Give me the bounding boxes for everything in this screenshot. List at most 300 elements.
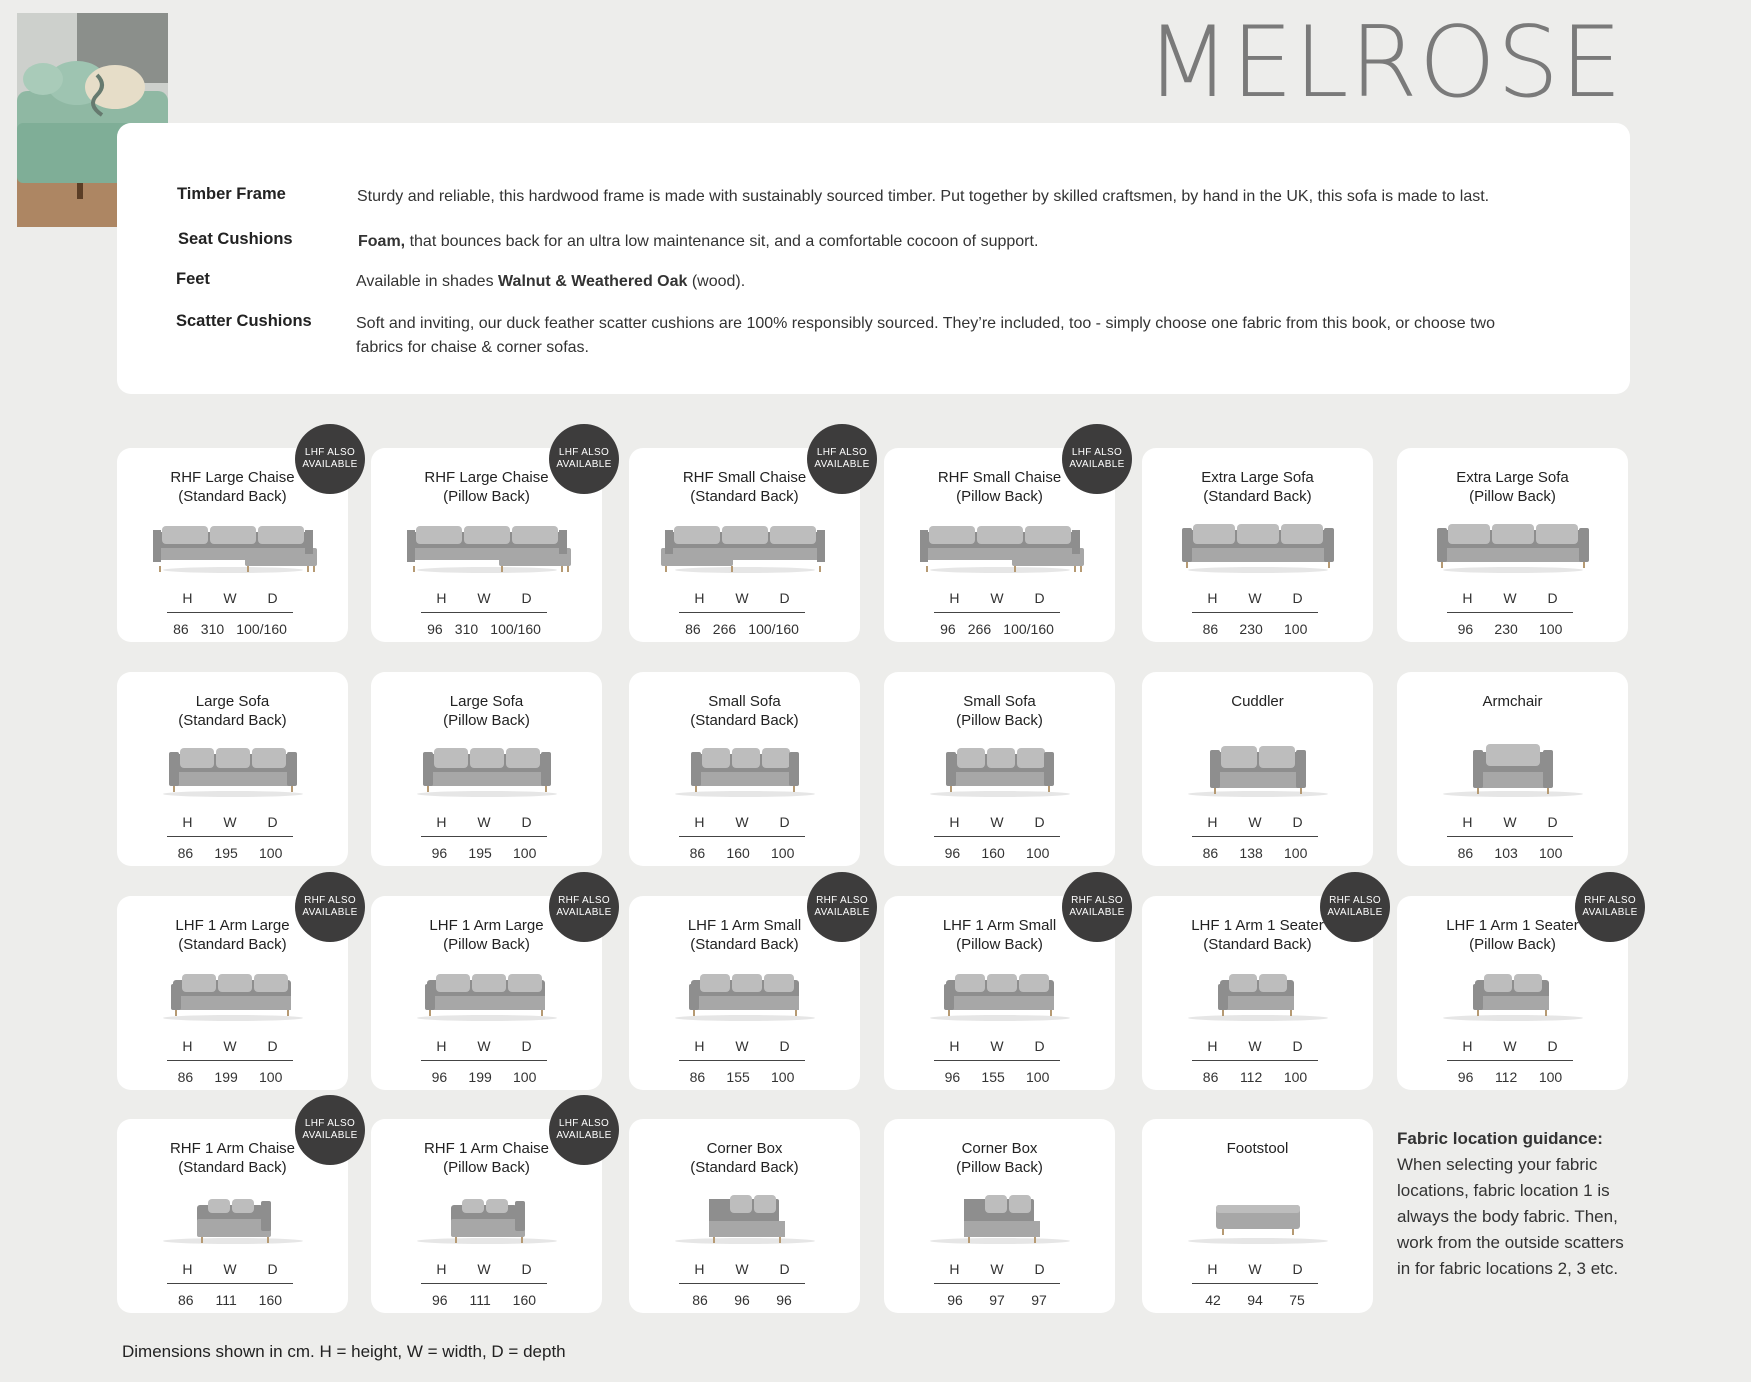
- dimensions-values: [421, 621, 547, 637]
- badge-text: RHF ALSO AVAILABLE: [814, 895, 870, 918]
- divider: [934, 1060, 1060, 1061]
- also-available-badge: [807, 872, 877, 942]
- product-title: Small Sofa (Standard Back): [690, 693, 799, 729]
- sofa-illustration: [1142, 518, 1373, 574]
- dim-header-d: D: [1034, 814, 1045, 830]
- dim-depth: 100: [1284, 621, 1308, 637]
- dim-width: 266: [967, 621, 992, 637]
- dim-depth: 100: [1026, 1069, 1050, 1085]
- dimensions-table: [1192, 814, 1318, 861]
- dim-depth: 100: [513, 1069, 537, 1085]
- product-title: Armchair: [1482, 693, 1543, 710]
- dimensions-header: [421, 1261, 547, 1277]
- dim-header-w: W: [735, 814, 749, 830]
- dim-width: 199: [468, 1069, 492, 1085]
- divider: [421, 836, 547, 837]
- dim-height: 86: [689, 845, 706, 861]
- product-image: [629, 1189, 860, 1245]
- spec-feet: [176, 270, 1536, 294]
- dim-header-w: W: [735, 1261, 749, 1277]
- product-card: [1142, 448, 1373, 642]
- dimensions-values: [421, 1292, 547, 1308]
- dim-width: 266: [712, 621, 737, 637]
- dim-header-w: W: [990, 590, 1004, 606]
- dim-height: 86: [173, 621, 189, 637]
- dimensions-header: [421, 590, 547, 606]
- product-title: RHF 1 Arm Chaise (Standard Back): [169, 1140, 296, 1176]
- dim-height: 86: [177, 1292, 194, 1308]
- also-available-badge: [1575, 872, 1645, 942]
- dimensions-table: [421, 814, 547, 861]
- sofa-illustration: [371, 742, 602, 798]
- dim-height: 86: [1457, 845, 1474, 861]
- dimensions-table: [1447, 590, 1573, 637]
- fabric-guidance: [1397, 1126, 1637, 1282]
- dim-header-d: D: [779, 1261, 790, 1277]
- specifications-panel: [117, 123, 1630, 394]
- dimensions-values: [1447, 1069, 1573, 1085]
- product-image: [884, 1189, 1115, 1245]
- dim-width: 310: [200, 621, 225, 637]
- badge-text: LHF ALSO AVAILABLE: [814, 447, 870, 470]
- dimensions-values: [421, 845, 547, 861]
- dimensions-values: [167, 1069, 293, 1085]
- dimensions-table: [167, 814, 293, 861]
- product-image: [1397, 966, 1628, 1022]
- brand-title: MELROSE: [1145, 6, 1623, 120]
- dim-header-h: H: [949, 814, 960, 830]
- dimensions-values: [421, 1069, 547, 1085]
- sofa-illustration: [629, 966, 860, 1022]
- badge-text: RHF ALSO AVAILABLE: [556, 895, 612, 918]
- dimensions-table: [934, 1261, 1060, 1308]
- dim-header-h: H: [949, 1261, 960, 1277]
- product-card: [629, 672, 860, 866]
- dim-width: 112: [1239, 1069, 1263, 1085]
- dimensions-values: [1192, 845, 1318, 861]
- dimensions-values: [1192, 1069, 1318, 1085]
- divider: [1192, 1060, 1318, 1061]
- dim-header-h: H: [694, 1261, 705, 1277]
- dimensions-values: [167, 1292, 293, 1308]
- divider: [167, 836, 293, 837]
- dim-depth: 96: [776, 1292, 792, 1308]
- product-card: [1142, 895, 1383, 1090]
- dim-depth: 100: [259, 845, 283, 861]
- dim-depth: 100/160: [490, 621, 541, 637]
- sofa-illustration: [884, 1189, 1115, 1245]
- dim-header-d: D: [267, 1261, 278, 1277]
- sofa-illustration: [117, 742, 348, 798]
- product-card: [629, 1119, 860, 1313]
- dimensions-footnote: Dimensions shown in cm. H = height, W = width, D = depth: [122, 1342, 566, 1361]
- spec-text: Soft and inviting, our duck feather scatter cushions are 100% responsibly sourced. They’re included, too - simply choose one fabric from this book, or choose two fabrics for chaise & corner sofas.: [356, 315, 1495, 356]
- dim-header-w: W: [735, 1038, 749, 1054]
- divider: [1192, 1283, 1318, 1284]
- dimensions-header: [679, 590, 805, 606]
- product-card: [884, 672, 1115, 866]
- spec-highlight: Foam,: [358, 233, 406, 250]
- dimensions-values: [934, 1292, 1060, 1308]
- product-card: [117, 1118, 358, 1313]
- sofa-illustration: [1397, 966, 1628, 1022]
- product-title: RHF Small Chaise (Standard Back): [682, 469, 807, 505]
- dimensions-table: [1192, 1038, 1318, 1085]
- dim-header-d: D: [267, 590, 278, 606]
- product-title: RHF 1 Arm Chaise (Pillow Back): [423, 1140, 550, 1176]
- product-card: [371, 672, 602, 866]
- dim-header-h: H: [1207, 1038, 1218, 1054]
- product-image: [371, 742, 602, 798]
- also-available-badge: [549, 872, 619, 942]
- badge-text: LHF ALSO AVAILABLE: [302, 1118, 358, 1141]
- spec-label: Feet: [176, 270, 210, 288]
- dimensions-values: [1192, 1292, 1318, 1308]
- dim-header-w: W: [1248, 590, 1262, 606]
- badge-text: RHF ALSO AVAILABLE: [1582, 895, 1638, 918]
- product-title: RHF Large Chaise (Pillow Back): [424, 469, 549, 505]
- dim-header-d: D: [1547, 1038, 1558, 1054]
- dim-depth: 100/160: [748, 621, 799, 637]
- divider: [421, 612, 547, 613]
- dimensions-header: [421, 1038, 547, 1054]
- dim-depth: 100: [513, 845, 537, 861]
- dim-header-w: W: [990, 814, 1004, 830]
- dimensions-values: [167, 621, 293, 637]
- dim-depth: 100: [771, 1069, 795, 1085]
- dim-header-d: D: [521, 1038, 532, 1054]
- dimensions-values: [167, 845, 293, 861]
- product-card: [1397, 448, 1628, 642]
- product-title: LHF 1 Arm Small (Standard Back): [687, 917, 802, 953]
- dim-height: 96: [944, 1069, 961, 1085]
- dim-width: 94: [1247, 1292, 1263, 1308]
- dim-header-h: H: [436, 814, 447, 830]
- dim-height: 86: [1202, 621, 1219, 637]
- dim-width: 160: [981, 845, 1005, 861]
- also-available-badge: [807, 424, 877, 494]
- also-available-badge: [295, 872, 365, 942]
- spec-lead: Available in shades: [356, 273, 499, 290]
- dimensions-header: [1192, 1038, 1318, 1054]
- divider: [1447, 1060, 1573, 1061]
- dim-header-h: H: [182, 814, 193, 830]
- dim-header-w: W: [990, 1038, 1004, 1054]
- dimensions-table: [421, 1038, 547, 1085]
- dimensions-header: [679, 814, 805, 830]
- dimensions-table: [679, 1261, 805, 1308]
- dim-header-h: H: [694, 1038, 705, 1054]
- dim-depth: 75: [1289, 1292, 1305, 1308]
- dim-header-w: W: [477, 814, 491, 830]
- spec-seat-cushions: [178, 230, 1538, 254]
- product-card: [371, 447, 612, 642]
- dim-header-d: D: [521, 814, 532, 830]
- dimensions-header: [679, 1038, 805, 1054]
- dimensions-values: [1447, 621, 1573, 637]
- also-available-badge: [1320, 872, 1390, 942]
- divider: [167, 1283, 293, 1284]
- dim-header-w: W: [223, 814, 237, 830]
- badge-text: RHF ALSO AVAILABLE: [302, 895, 358, 918]
- dim-depth: 100: [1284, 845, 1308, 861]
- dim-header-d: D: [779, 590, 790, 606]
- product-title: Footstool: [1226, 1140, 1289, 1157]
- spec-tail: that bounces back for an ultra low maintenance sit, and a comfortable cocoon of support.: [405, 233, 1039, 250]
- dimensions-header: [934, 814, 1060, 830]
- product-title: Extra Large Sofa (Pillow Back): [1456, 469, 1569, 505]
- spec-text: [358, 230, 1538, 254]
- dim-header-w: W: [1248, 1038, 1262, 1054]
- dim-header-w: W: [1503, 590, 1517, 606]
- dim-width: 111: [469, 1292, 491, 1308]
- dim-width: 112: [1494, 1069, 1518, 1085]
- dimensions-table: [1192, 1261, 1318, 1308]
- divider: [934, 836, 1060, 837]
- divider: [1447, 836, 1573, 837]
- product-title: LHF 1 Arm 1 Seater (Standard Back): [1191, 917, 1324, 953]
- dim-depth: 100/160: [1003, 621, 1054, 637]
- dim-header-h: H: [182, 590, 193, 606]
- dimensions-table: [934, 814, 1060, 861]
- dim-height: 96: [944, 845, 961, 861]
- product-image: [884, 966, 1115, 1022]
- dim-depth: 160: [258, 1292, 283, 1308]
- dimensions-table: [1447, 814, 1573, 861]
- dim-width: 155: [981, 1069, 1005, 1085]
- product-image: [1397, 518, 1628, 574]
- product-card: [117, 672, 348, 866]
- product-card: [117, 895, 358, 1090]
- dim-header-d: D: [521, 590, 532, 606]
- dim-depth: 100: [259, 1069, 283, 1085]
- product-image: [1397, 742, 1628, 798]
- guidance-text: When selecting your fabric locations, fabric location 1 is always the body fabric. Then, work from the outside scatters in for fabric locations 2, 3 etc.: [1397, 1155, 1624, 1278]
- product-image: [371, 966, 602, 1022]
- spec-scatter-cushions: [176, 312, 1536, 360]
- dimensions-header: [934, 1038, 1060, 1054]
- dim-width: 160: [726, 845, 750, 861]
- dim-depth: 100/160: [236, 621, 287, 637]
- dim-width: 230: [1494, 621, 1518, 637]
- product-image: [117, 1189, 348, 1245]
- dim-header-d: D: [1547, 590, 1558, 606]
- product-image: [629, 966, 860, 1022]
- product-card: [1142, 1119, 1373, 1313]
- divider: [1447, 612, 1573, 613]
- product-card: [884, 447, 1125, 642]
- dim-width: 103: [1494, 845, 1518, 861]
- product-title: LHF 1 Arm Large (Standard Back): [175, 917, 290, 953]
- dimensions-header: [167, 1038, 293, 1054]
- badge-text: LHF ALSO AVAILABLE: [302, 447, 358, 470]
- sofa-illustration: [371, 966, 602, 1022]
- dimensions-header: [1192, 590, 1318, 606]
- dim-header-d: D: [1292, 1261, 1303, 1277]
- product-card: [371, 1118, 612, 1313]
- also-available-badge: [295, 424, 365, 494]
- sofa-illustration: [629, 1189, 860, 1245]
- product-card: [1397, 672, 1628, 866]
- dim-height: 96: [1457, 1069, 1474, 1085]
- product-title: LHF 1 Arm Small (Pillow Back): [942, 917, 1057, 953]
- also-available-badge: [295, 1095, 365, 1165]
- dim-depth: 97: [1031, 1292, 1047, 1308]
- product-title: LHF 1 Arm Large (Pillow Back): [429, 917, 544, 953]
- product-card: [1142, 672, 1373, 866]
- product-card: [629, 447, 870, 642]
- sofa-illustration: [117, 966, 348, 1022]
- dim-width: 195: [468, 845, 492, 861]
- product-image: [117, 742, 348, 798]
- dimensions-header: [421, 814, 547, 830]
- product-image: [1142, 518, 1373, 574]
- dim-header-w: W: [223, 590, 237, 606]
- dimensions-header: [167, 1261, 293, 1277]
- also-available-badge: [549, 424, 619, 494]
- dim-depth: 100: [1539, 621, 1563, 637]
- dim-height: 86: [685, 621, 701, 637]
- dimensions-table: [1192, 590, 1318, 637]
- dim-height: 86: [1202, 845, 1219, 861]
- badge-text: RHF ALSO AVAILABLE: [1069, 895, 1125, 918]
- dim-header-d: D: [1292, 814, 1303, 830]
- sofa-illustration: [371, 1189, 602, 1245]
- dim-header-h: H: [1207, 590, 1218, 606]
- dim-header-w: W: [1248, 814, 1262, 830]
- dimensions-values: [679, 1069, 805, 1085]
- sofa-illustration: [1142, 1189, 1373, 1245]
- dimensions-header: [1447, 814, 1573, 830]
- dimensions-header: [934, 590, 1060, 606]
- dim-header-h: H: [949, 590, 960, 606]
- dimensions-values: [1192, 621, 1318, 637]
- dimensions-table: [679, 814, 805, 861]
- sofa-illustration: [1142, 966, 1373, 1022]
- dim-height: 96: [431, 1292, 448, 1308]
- product-image: [371, 1189, 602, 1245]
- dim-header-h: H: [1462, 1038, 1473, 1054]
- product-title: Large Sofa (Standard Back): [178, 693, 287, 729]
- dim-depth: 100: [1539, 845, 1563, 861]
- product-card: [629, 895, 870, 1090]
- dim-header-w: W: [477, 1261, 491, 1277]
- divider: [1192, 836, 1318, 837]
- dim-depth: 100: [1026, 845, 1050, 861]
- sofa-illustration: [629, 742, 860, 798]
- product-image: [1142, 742, 1373, 798]
- dim-header-h: H: [436, 1261, 447, 1277]
- product-title: RHF Large Chaise (Standard Back): [170, 469, 295, 505]
- dim-width: 97: [989, 1292, 1005, 1308]
- dim-header-h: H: [1462, 590, 1473, 606]
- dim-width: 195: [214, 845, 238, 861]
- dim-height: 96: [947, 1292, 963, 1308]
- divider: [679, 1060, 805, 1061]
- divider: [421, 1283, 547, 1284]
- dimensions-table: [167, 590, 293, 637]
- dim-header-h: H: [949, 1038, 960, 1054]
- dim-width: 310: [454, 621, 479, 637]
- dim-header-w: W: [477, 1038, 491, 1054]
- dim-height: 96: [427, 621, 443, 637]
- dimensions-table: [934, 1038, 1060, 1085]
- also-available-badge: [1062, 872, 1132, 942]
- sofa-illustration: [1397, 518, 1628, 574]
- dimensions-header: [934, 1261, 1060, 1277]
- dim-header-h: H: [182, 1038, 193, 1054]
- dim-height: 86: [689, 1069, 706, 1085]
- dim-header-d: D: [267, 814, 278, 830]
- dimensions-header: [1447, 590, 1573, 606]
- dim-header-w: W: [1248, 1261, 1262, 1277]
- divider: [1192, 612, 1318, 613]
- dimensions-values: [679, 621, 805, 637]
- dimensions-header: [167, 814, 293, 830]
- sofa-illustration: [117, 1189, 348, 1245]
- divider: [167, 612, 293, 613]
- dim-header-h: H: [1207, 1261, 1218, 1277]
- product-card: [117, 447, 358, 642]
- product-image: [117, 966, 348, 1022]
- spec-label: Seat Cushions: [178, 230, 293, 248]
- dim-header-d: D: [1292, 590, 1303, 606]
- product-title: Extra Large Sofa (Standard Back): [1201, 469, 1314, 505]
- dimensions-header: [167, 590, 293, 606]
- badge-text: LHF ALSO AVAILABLE: [1069, 447, 1125, 470]
- dim-height: 42: [1205, 1292, 1221, 1308]
- divider: [167, 1060, 293, 1061]
- product-title: Corner Box (Standard Back): [690, 1140, 799, 1176]
- product-title: Cuddler: [1231, 693, 1284, 710]
- dim-header-d: D: [1034, 1038, 1045, 1054]
- dim-height: 86: [177, 845, 194, 861]
- product-card: [884, 895, 1125, 1090]
- dim-header-h: H: [694, 590, 705, 606]
- dim-header-h: H: [182, 1261, 193, 1277]
- sofa-illustration: [884, 742, 1115, 798]
- sofa-illustration: [884, 966, 1115, 1022]
- dimensions-table: [167, 1261, 293, 1308]
- badge-text: LHF ALSO AVAILABLE: [556, 447, 612, 470]
- dim-height: 96: [1457, 621, 1474, 637]
- product-image: [1142, 966, 1373, 1022]
- spec-tail: (wood).: [687, 273, 746, 290]
- dim-header-d: D: [1292, 1038, 1303, 1054]
- dimensions-table: [1447, 1038, 1573, 1085]
- dim-header-w: W: [735, 590, 749, 606]
- dim-width: 111: [215, 1292, 237, 1308]
- dim-height: 96: [431, 845, 448, 861]
- dimensions-values: [934, 845, 1060, 861]
- sofa-illustration: [884, 518, 1115, 574]
- dim-header-w: W: [477, 590, 491, 606]
- product-image: [1142, 1189, 1373, 1245]
- dimensions-header: [1447, 1038, 1573, 1054]
- spec-highlight: Walnut & Weathered Oak: [498, 273, 688, 290]
- dim-height: 86: [692, 1292, 708, 1308]
- product-image: [884, 518, 1115, 574]
- sofa-illustration: [371, 518, 602, 574]
- dim-height: 86: [177, 1069, 194, 1085]
- dimensions-table: [421, 1261, 547, 1308]
- dim-header-d: D: [521, 1261, 532, 1277]
- dimensions-table: [679, 590, 805, 637]
- dimensions-table: [679, 1038, 805, 1085]
- sofa-illustration: [1397, 742, 1628, 798]
- dim-header-w: W: [1503, 1038, 1517, 1054]
- product-title: RHF Small Chaise (Pillow Back): [937, 469, 1062, 505]
